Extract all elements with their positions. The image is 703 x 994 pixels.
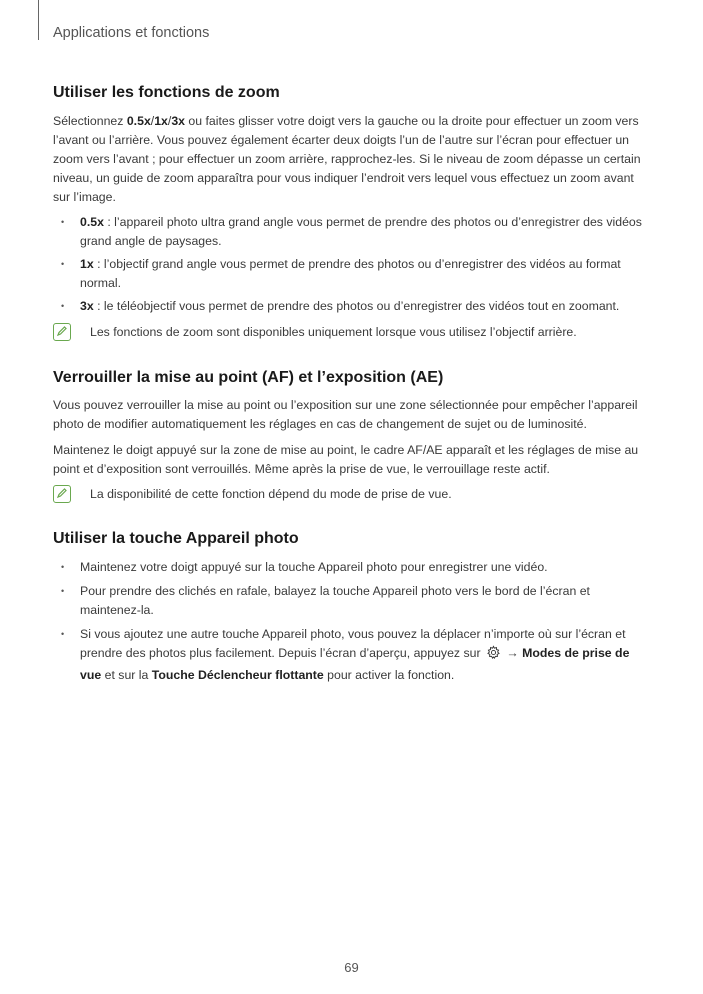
page-number: 69 [344, 960, 359, 975]
note-pencil-icon [53, 323, 71, 341]
zoom-bullet-list [53, 213, 649, 316]
list-item: • 3x : le téléobjectif vous permet de prendre des photos ou d’enregistrer des vidéos tout en zoomant. [53, 297, 649, 316]
header-title: Applications et fonctions [53, 25, 210, 41]
section-title-af-ae: Verrouiller la mise au point (AF) et l’exposition (AE) [53, 369, 444, 386]
list-item: • Maintenez votre doigt appuyé sur la touche Appareil photo pour enregistrer une vidéo. [53, 558, 649, 577]
zoom-intro: Sélectionnez 0.5x/1x/3x ou faites glisser votre doigt vers la gauche ou la droite pour effectuer un zoom vers l’avant ou l’arrière. Vous pouvez également écarter deux doigts l’un de l’autre sur l’écran pour effectuer un zoom vers l’avant ; pour effectuer un zoom arrière, rapprochez-les. Si le niveau de zoom dépasse un certain niveau, un guide de zoom apparaîtra pour vous indiquer l’endroit vers lequel vous effectuez un zoom avant sur l’image. [53, 114, 641, 204]
settings-gear-icon [486, 645, 501, 666]
section-title-camera-button: Utiliser la touche Appareil photo [53, 530, 299, 547]
af-ae-paragraph-2: Maintenez le doigt appuyé sur la zone de mise au point, le cadre AF/AE apparaît et les réglages de mise au point et d’exposition sont verrouillés. Même après la prise de vue, le verrouillage reste actif. [53, 443, 639, 476]
page-content [53, 80, 649, 685]
section-title-zoom: Utiliser les fonctions de zoom [53, 84, 280, 101]
header-rule [38, 0, 39, 40]
note-text: La disponibilité de cette fonction dépend du mode de prise de vue. [90, 487, 452, 501]
list-item: • 1x : l’objectif grand angle vous permet de prendre des photos ou d’enregistrer des vidéos au format normal. [53, 255, 649, 293]
camera-button-bullet-list [53, 558, 649, 685]
af-ae-paragraph-1: Vous pouvez verrouiller la mise au point ou l’exposition sur une zone sélectionnée pour empêcher l’appareil photo de modifier automatiquement les réglages en cas de changement de sujet ou de luminosité. [53, 398, 638, 431]
zoom-note [53, 323, 649, 342]
note-pencil-icon [53, 485, 71, 503]
list-item: • 0.5x : l’appareil photo ultra grand angle vous permet de prendre des photos ou d’enregistrer des vidéos grand angle de paysages. [53, 213, 649, 251]
note-text: Les fonctions de zoom sont disponibles uniquement lorsque vous utilisez l’objectif arrière. [90, 325, 577, 339]
list-item: • Si vous ajoutez une autre touche Appareil photo, vous pouvez la déplacer n’importe où sur l’écran et prendre des photos plus facilement. Depuis l’écran d’aperçu, appuyez sur → Modes de prise de vue et sur la Touche Déclencheur flottante pour activer la fonction. [53, 625, 649, 685]
af-ae-note [53, 485, 649, 504]
list-item: • Pour prendre des clichés en rafale, balayez la touche Appareil photo vers le bord de l’écran et maintenez-la. [53, 582, 649, 620]
